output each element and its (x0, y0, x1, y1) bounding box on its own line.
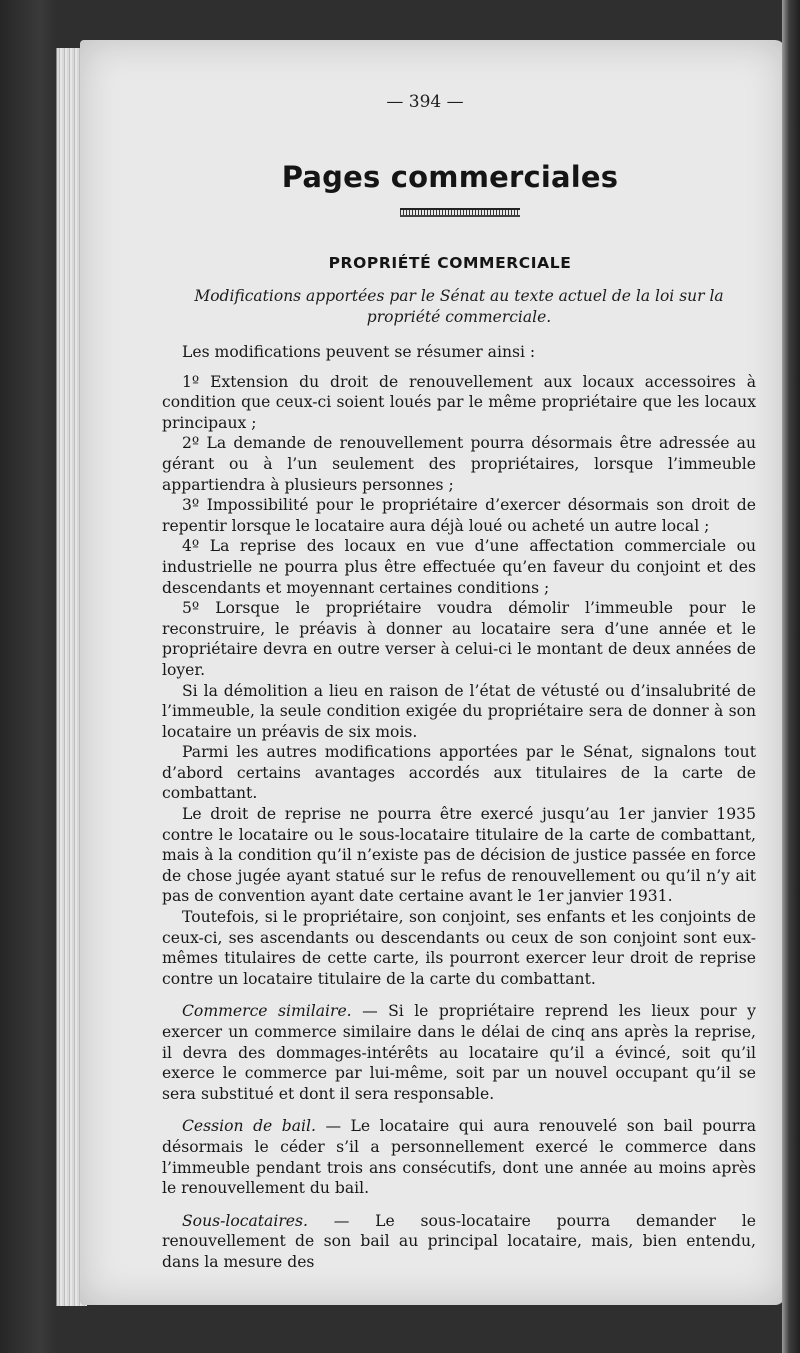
runin-text: — Si le propriétaire reprend les lieux pour y exercer un commerce similaire dans le délai de cinq ans après la reprise, il devra des dommages-intérêts au locataire qu’il a évincé, soit qu’il exerce le commerce par lui-même, soit par un nouvel occupant qu’il se sera substitué et dont il sera responsable. (162, 1002, 756, 1103)
paragraph: 1º Extension du droit de renouvellement aux locaux accessoires à condition que ceux-ci soient loués par le même propriétaire que les locaux principaux ; (162, 372, 756, 432)
runin-text: — Le locataire qui aura renouvelé son bail pourra désormais le céder s’il a personnellement exercé le commerce dans l’immeuble pendant trois ans consécutifs, dont une année au moins après le renouvellement du bail. (162, 1117, 757, 1198)
paragraph: 4º La reprise des locaux en vue d’une affectation commerciale ou industrielle ne pourra plus être effectuée qu’en faveur du conjoint et des descendants et moyennant certaines conditions ; (162, 537, 756, 597)
paragraph: Si la démolition a lieu en raison de l’état de vétusté ou d’insalubrité de l’immeuble, la seule condition exigée du propriétaire sera de donner à son locataire un préavis de six mois. (162, 681, 756, 741)
runin-paragraph (162, 1116, 756, 1198)
runin-paragraph (162, 1001, 756, 1104)
section-title: PROPRIÉTÉ COMMERCIALE (328, 254, 572, 272)
paragraph: Parmi les autres modifications apportées par le Sénat, signalons tout d’abord certains avantages accordés aux titulaires de la carte de combattant. (162, 743, 756, 803)
page-number: — 394 — (386, 92, 464, 112)
article-body (162, 342, 756, 1273)
runin-lead: Sous-locataires. (182, 1211, 308, 1230)
runin-lead: Cession de bail. (182, 1117, 316, 1136)
runin-lead: Commerce similaire. (182, 1002, 352, 1021)
paragraph: Les modifications peuvent se résumer ainsi : (182, 343, 536, 361)
paragraph: Toutefois, si le propriétaire, son conjoint, ses enfants et les conjoints de ceux-ci, ses ascendants ou descendants ou ceux de son conjoint sont eux-mêmes titulaires de cette carte, ils pourront exercer leur droit de reprise contre un locataire titulaire de la carte du combattant. (162, 908, 756, 988)
paragraph: 2º La demande de renouvellement pourra désormais être adressée au gérant ou à l’un seulement des propriétaires, lorsque l’immeuble appartiendra à plusieurs personnes ; (162, 434, 756, 494)
article-subtitle: Modifications apportées par le Sénat au texte actuel de la loi sur la propriété commerciale. (194, 287, 724, 326)
paragraph: 3º Impossibilité pour le propriétaire d’exercer désormais son droit de repentir lorsque le locataire aura déjà loué ou acheté un autre local ; (162, 496, 756, 535)
paragraph: Le droit de reprise ne pourra être exercé jusqu’au 1er janvier 1935 contre le locataire ou le sous-locataire titulaire de la carte de combattant, mais à la condition qu’il n’existe pas de décision de justice passée en force de chose jugée ayant statué sur le refus de renouvellement ou qu’il n’y ait pas de convention ayant date certaine avant le 1er janvier 1931. (162, 805, 756, 906)
ornamental-rule (400, 208, 520, 217)
right-scan-border (782, 0, 800, 1353)
page-heading: Pages commerciales (281, 160, 619, 194)
runin-text: — Le sous-locataire pourra demander le renouvellement de son bail au principal locataire, mais, bien entendu, dans la mesure des (162, 1211, 756, 1271)
runin-paragraph (162, 1211, 756, 1273)
paragraph: 5º Lorsque le propriétaire voudra démolir l’immeuble pour le reconstruire, le préavis à donner au locataire sera d’une année et le propriétaire devra en outre verser à celui-ci le montant de deux années de loyer. (162, 599, 756, 679)
